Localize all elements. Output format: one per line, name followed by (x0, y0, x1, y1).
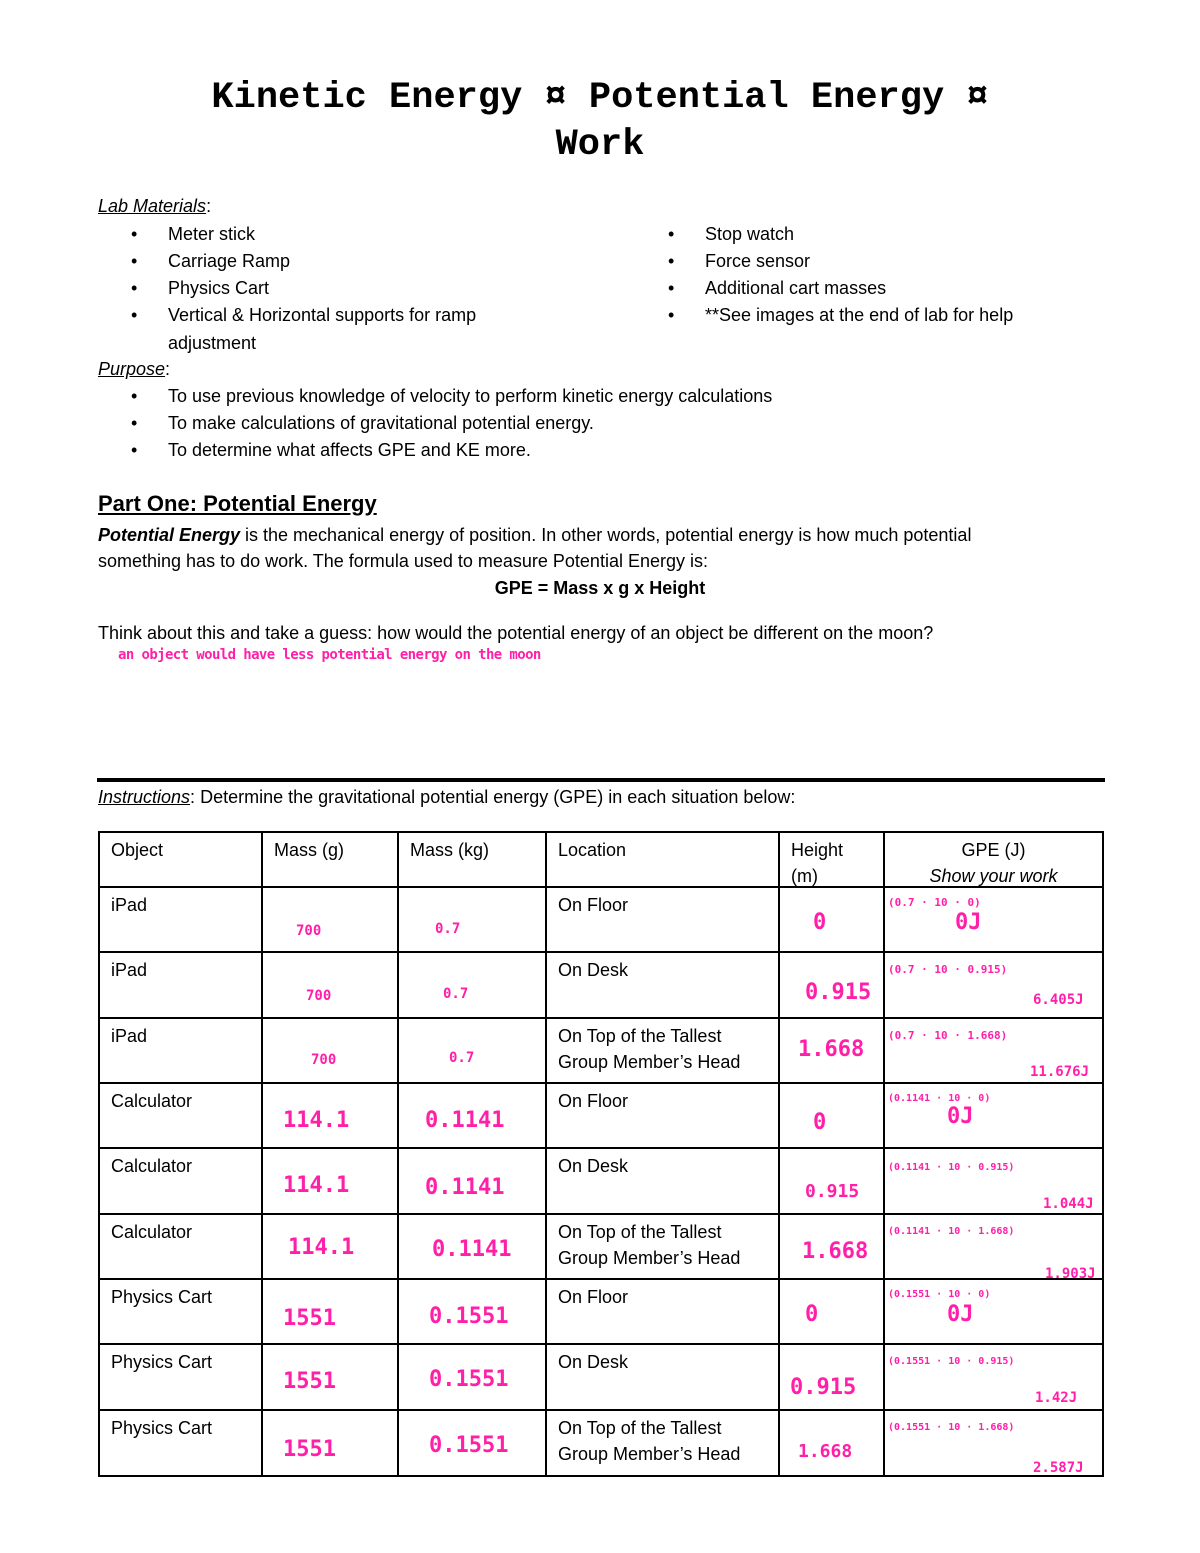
purpose-label: Purpose (98, 359, 166, 379)
header-location (546, 832, 779, 887)
table-cell (262, 887, 398, 952)
handwritten-value: 0.7 (449, 1050, 475, 1066)
table-cell (99, 1279, 262, 1344)
table-cell (398, 887, 546, 952)
cell-text: Group Member’s Head (558, 1444, 741, 1464)
cell-text: iPad (111, 895, 148, 915)
handwritten-value: 114.1 (288, 1235, 355, 1260)
table-cell (262, 1083, 398, 1148)
cell-text: (m) (791, 866, 818, 886)
description-line1: is the mechanical energy of position. In other words, potential energy is how much potential (240, 525, 972, 545)
handwritten-value: 0.915 (805, 1181, 860, 1202)
table-cell (262, 1148, 398, 1214)
handwritten-value: 0.1141 (425, 1108, 505, 1133)
handwritten-value: (0.1551 · 10 · 0) (888, 1289, 991, 1300)
materials-left-list (98, 221, 578, 329)
moon-answer-handwritten: an object would have less potential energy on the moon (118, 647, 541, 663)
table-cell (398, 952, 546, 1018)
cell-text: Object (111, 840, 164, 860)
list-item: • To determine what affects GPE and KE more. (98, 437, 1098, 464)
cell-text: Height (791, 840, 844, 860)
table-cell (546, 1083, 779, 1148)
handwritten-value: (0.7 · 10 · 0.915) (888, 963, 1008, 976)
handwritten-value: 0.915 (790, 1375, 857, 1400)
cell-text: Physics Cart (111, 1418, 213, 1438)
table-cell (398, 1410, 546, 1476)
table-cell (262, 1410, 398, 1476)
cell-text: Calculator (111, 1222, 193, 1242)
table-cell (262, 1344, 398, 1410)
handwritten-value: 0.1551 (429, 1433, 509, 1458)
table-cell (398, 1018, 546, 1083)
instructions-label: Instructions (98, 787, 191, 807)
handwritten-value: 114.1 (283, 1108, 350, 1133)
cell-text: On Floor (558, 895, 629, 915)
table-cell (99, 952, 262, 1018)
table-row (99, 952, 1103, 1018)
handwritten-value: 700 (306, 988, 332, 1004)
handwritten-value: 700 (311, 1052, 337, 1068)
cell-text: On Floor (558, 1091, 629, 1111)
table-cell (398, 1344, 546, 1410)
table-cell (262, 1279, 398, 1344)
handwritten-value: 0.7 (435, 921, 461, 937)
handwritten-value: 0.1141 (425, 1175, 505, 1200)
handwritten-value: 1551 (283, 1437, 336, 1462)
cell-text: On Floor (558, 1287, 629, 1307)
cell-text: On Top of the Tallest (558, 1222, 722, 1242)
handwritten-value: 1.903J (1045, 1266, 1096, 1282)
cell-text: Mass (kg) (410, 840, 490, 860)
materials-label: Lab Materials (98, 196, 207, 216)
handwritten-value: 0J (955, 910, 982, 935)
header-height (779, 832, 884, 887)
handwritten-value: 114.1 (283, 1173, 350, 1198)
moon-question: Think about this and take a guess: how would the potential energy of an object be different on the moon? (98, 623, 934, 643)
handwritten-value: 0 (813, 1110, 827, 1135)
table-header-row (99, 832, 1103, 887)
description-line2: something has to do work. The formula used to measure Potential Energy is: (98, 551, 708, 571)
materials-label-wrap: Lab Materials: (98, 196, 212, 216)
handwritten-value: 1.42J (1035, 1390, 1078, 1406)
table-cell (779, 1214, 884, 1279)
table-row (99, 1148, 1103, 1214)
table-cell (779, 887, 884, 952)
handwritten-value: 0 (813, 910, 827, 935)
table-cell (779, 1148, 884, 1214)
table-cell (779, 1083, 884, 1148)
table-cell (546, 1344, 779, 1410)
list-item: • Stop watch (635, 221, 1155, 248)
cell-text: Group Member’s Head (558, 1052, 741, 1072)
table-cell (398, 1148, 546, 1214)
handwritten-value: 1551 (283, 1369, 336, 1394)
table-cell (546, 1279, 779, 1344)
header-mass-kg (398, 832, 546, 887)
cell-text: GPE (J) (961, 840, 1026, 860)
table-cell (262, 952, 398, 1018)
table-cell (884, 887, 1103, 952)
handwritten-value: (0.1141 · 10 · 0.915) (888, 1162, 1015, 1173)
table-cell (884, 1279, 1103, 1344)
cell-text: Physics Cart (111, 1287, 213, 1307)
cell-text: Mass (g) (274, 840, 345, 860)
table-cell (99, 887, 262, 952)
handwritten-value: 0J (947, 1104, 974, 1129)
table-cell (884, 1083, 1103, 1148)
table-cell (884, 1214, 1103, 1282)
table-cell (262, 1018, 398, 1083)
table-cell (398, 1279, 546, 1344)
page-title-line2: Work (555, 124, 645, 166)
handwritten-value: 0.1141 (432, 1237, 512, 1262)
handwritten-value: (0.1551 · 10 · 1.668) (888, 1422, 1015, 1433)
list-item: • Force sensor (635, 248, 1155, 275)
handwritten-value: (0.1551 · 10 · 0.915) (888, 1356, 1015, 1367)
cell-text: On Desk (558, 1156, 629, 1176)
purpose-label-wrap: Purpose: (98, 359, 171, 379)
table-row (99, 1344, 1103, 1410)
cell-text: On Desk (558, 1352, 629, 1372)
cell-text: On Desk (558, 960, 629, 980)
table-row (99, 1083, 1103, 1148)
handwritten-value: 1551 (283, 1306, 336, 1331)
table-row (99, 887, 1103, 952)
cell-text: Location (558, 840, 627, 860)
table-cell (779, 1018, 884, 1083)
handwritten-value: 11.676J (1030, 1064, 1090, 1080)
handwritten-value: 1.668 (802, 1239, 869, 1264)
cell-text: iPad (111, 1026, 148, 1046)
handwritten-value: 0J (947, 1302, 974, 1327)
table-row (99, 1214, 1103, 1279)
table-cell (779, 1279, 884, 1344)
handwritten-value: 0.7 (443, 986, 469, 1002)
handwritten-value: (0.7 · 10 · 0) (888, 896, 981, 909)
table-cell (779, 1344, 884, 1410)
cell-text: On Top of the Tallest (558, 1418, 722, 1438)
table-cell (398, 1214, 546, 1279)
handwritten-value: 0.1551 (429, 1304, 509, 1329)
table-cell (884, 1410, 1103, 1476)
handwritten-value: (0.7 · 10 · 1.668) (888, 1029, 1008, 1042)
cell-text: Group Member’s Head (558, 1248, 741, 1268)
instructions-text: Determine the gravitational potential energy (GPE) in each situation below: (195, 787, 796, 807)
table-cell (884, 1344, 1103, 1410)
table-cell (99, 1083, 262, 1148)
cell-text: Physics Cart (111, 1352, 213, 1372)
table-cell (779, 1410, 884, 1476)
table-row (99, 1410, 1103, 1476)
table-cell (99, 1214, 262, 1279)
handwritten-value: 0.1551 (429, 1367, 509, 1392)
table-row (99, 1279, 1103, 1344)
table-cell (546, 952, 779, 1018)
handwritten-value: 1.668 (798, 1441, 853, 1462)
cell-text: On Top of the Tallest (558, 1026, 722, 1046)
handwritten-value: 0.915 (805, 980, 872, 1005)
table-cell (779, 952, 884, 1018)
part-one-heading: Part One: Potential Energy (98, 491, 377, 516)
page-title-line1: Kinetic Energy ¤ Potential Energy ¤ (211, 77, 989, 119)
list-item: • To use previous knowledge of velocity to perform kinetic energy calculations (98, 383, 1098, 410)
table-cell (884, 1148, 1103, 1214)
cell-text: iPad (111, 960, 148, 980)
gpe-table (98, 831, 1104, 1477)
table-cell (884, 952, 1103, 1018)
part-one-description (98, 522, 1108, 549)
materials-left-continuation: adjustment (168, 333, 257, 353)
header-gpe: GPE (J) Show your work (884, 832, 1103, 887)
list-item: • Meter stick (98, 221, 578, 248)
table-cell (546, 1148, 779, 1214)
handwritten-value: 700 (296, 923, 322, 939)
table-cell (546, 1214, 779, 1279)
handwritten-value: 6.405J (1033, 992, 1084, 1008)
table-cell (262, 1214, 398, 1279)
table-cell (546, 1018, 779, 1083)
table-cell (99, 1344, 262, 1410)
section-divider (97, 778, 1105, 782)
list-item: • Vertical & Horizontal supports for ramp (98, 302, 578, 329)
instructions: Instructions: Determine the gravitational potential energy (GPE) in each situation below: (98, 787, 796, 807)
table-cell (398, 1083, 546, 1148)
list-item: • Physics Cart (98, 275, 578, 302)
handwritten-value: 1.044J (1043, 1196, 1094, 1212)
cell-text: Calculator (111, 1091, 193, 1111)
table-cell (884, 1018, 1103, 1083)
list-item: • To make calculations of gravitational potential energy. (98, 410, 1098, 437)
table-cell (546, 887, 779, 952)
handwritten-value: 1.668 (798, 1037, 865, 1062)
gpe-formula: GPE = Mass x g x Height (494, 578, 706, 598)
materials-right-list (635, 221, 1155, 329)
table-cell (99, 1018, 262, 1083)
cell-text: Calculator (111, 1156, 193, 1176)
table-cell (99, 1148, 262, 1214)
header-object (99, 832, 262, 887)
list-item: • Carriage Ramp (98, 248, 578, 275)
header-mass-g (262, 832, 398, 887)
handwritten-value: 0 (805, 1302, 819, 1327)
list-item: • Additional cart masses (635, 275, 1155, 302)
list-item: • **See images at the end of lab for help (635, 302, 1155, 329)
purpose-list (98, 383, 1098, 464)
table-cell (99, 1410, 262, 1476)
handwritten-value: 2.587J (1033, 1460, 1084, 1476)
table-row (99, 1018, 1103, 1083)
table-cell (546, 1410, 779, 1476)
term-potential-energy: Potential Energy (98, 525, 241, 545)
handwritten-value: (0.1141 · 10 · 0) (888, 1093, 991, 1104)
handwritten-value: (0.1141 · 10 · 1.668) (888, 1226, 1015, 1237)
